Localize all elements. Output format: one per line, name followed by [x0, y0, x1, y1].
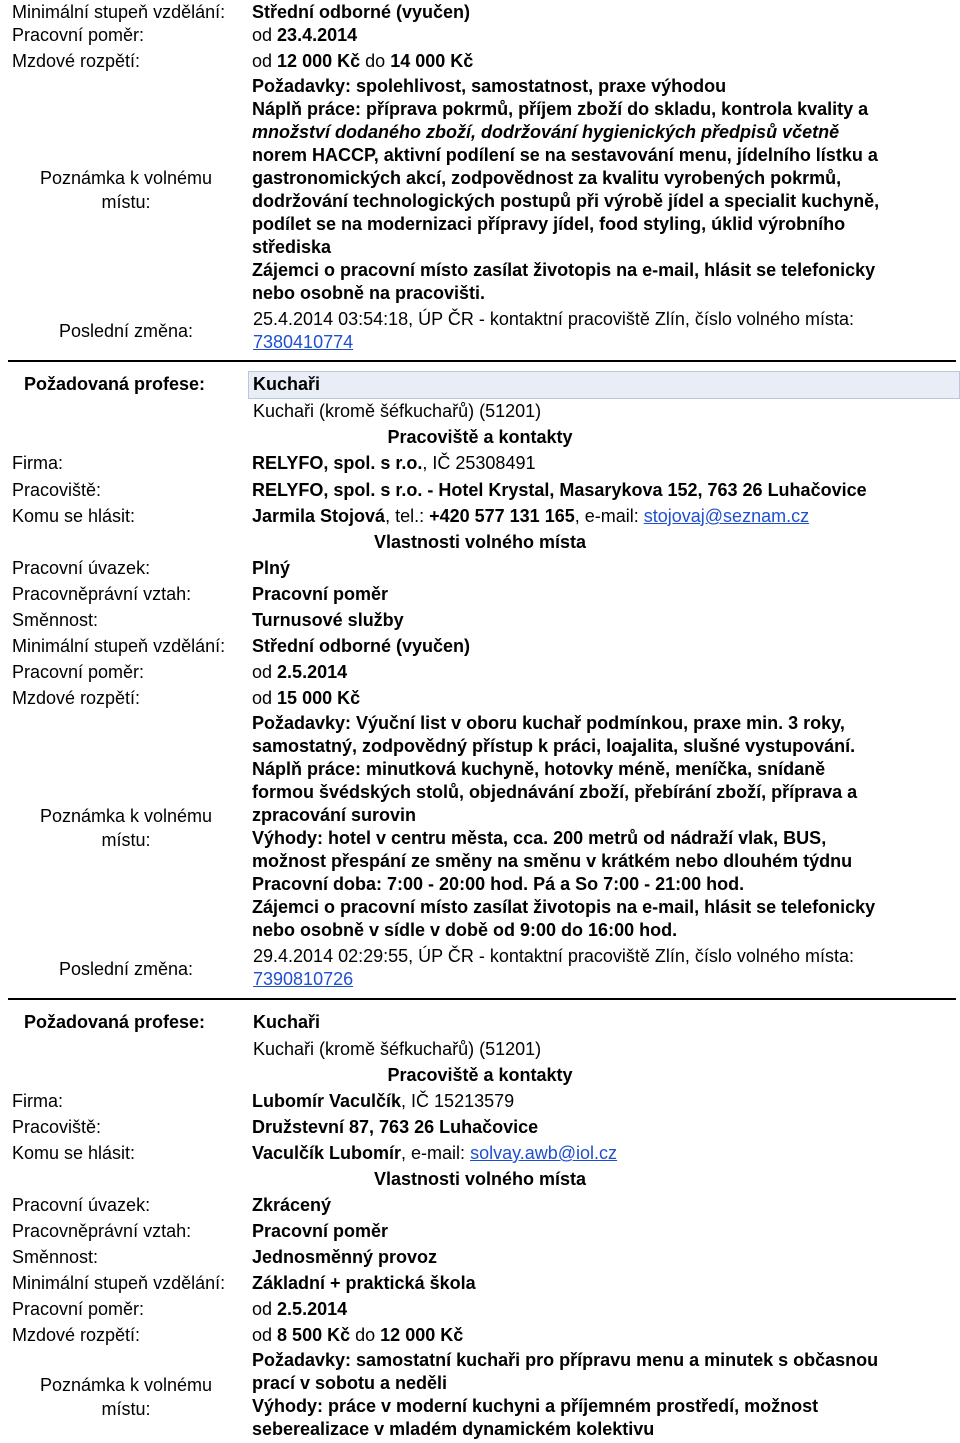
- vztah-label: Pracovněprávní vztah:: [12, 584, 192, 604]
- contact-label: Komu se hlásit:: [12, 1143, 136, 1163]
- note-line: formou švédských stolů, objednávání zboží, přebírání zboží, příprava a: [252, 782, 858, 802]
- firm-name: RELYFO, spol. s r.o.: [252, 453, 423, 473]
- contact-label: Komu se hlásit:: [12, 506, 136, 526]
- wage-from-prefix: od: [252, 688, 273, 708]
- uvazek-value: Plný: [252, 558, 291, 578]
- wage-from: 12 000 Kč: [277, 51, 361, 71]
- last-change-label: Poslední změna:: [58, 959, 194, 979]
- note-line: Pracovní doba: 7:00 - 20:00 hod. Pá a So 7:00 - 21:00 hod.: [252, 874, 745, 894]
- section-contacts-heading: Pracoviště a kontakty: [387, 427, 573, 447]
- firm-label: Firma:: [12, 1091, 63, 1111]
- uvazek-row: [12, 556, 956, 580]
- min-edu-value: Střední odborné (vyučen): [252, 2, 471, 22]
- note-label-line2: místu:: [101, 830, 151, 850]
- wage-row: [12, 49, 956, 73]
- contact-email-link[interactable]: stojovaj@seznam.cz: [643, 506, 810, 526]
- note-line: Náplň práce: příprava pokrmů, příjem zboží do skladu, kontrola kvality a: [252, 99, 869, 119]
- contact-name: Jarmila Stojová: [252, 506, 386, 526]
- note-line: nebo osobně na pracovišti.: [252, 283, 486, 303]
- note-label-line1: Poznámka k volnému: [39, 1375, 213, 1395]
- work-relation-label: Pracovní poměr:: [12, 1299, 145, 1319]
- from-prefix: od: [252, 662, 273, 682]
- wage-from-prefix: od: [252, 1325, 273, 1345]
- note-line: samostatný, zodpovědný přístup k práci, loajalita, slušné vystupování.: [252, 736, 856, 756]
- note-label-line2: místu:: [101, 1399, 151, 1419]
- vztah-row: [12, 1219, 956, 1243]
- last-change: [253, 945, 854, 991]
- uvazek-value: Zkrácený: [252, 1195, 332, 1215]
- min-edu-value: Střední odborné (vyučen): [252, 636, 471, 656]
- workplace-row: [12, 478, 956, 502]
- from-prefix: od: [252, 1299, 273, 1319]
- work-relation-row: [12, 660, 956, 684]
- smennost-row: [12, 1245, 956, 1269]
- note-line: Zájemci o pracovní místo zasílat životopis na e-mail, hlásit se telefonicky: [252, 897, 876, 917]
- workplace-row: [12, 1115, 956, 1139]
- contact-value: [252, 504, 809, 528]
- work-relation-row: [12, 1297, 956, 1321]
- workplace-value: RELYFO, spol. s r.o. - Hotel Krystal, Masarykova 152, 763 26 Luhačovice: [252, 480, 867, 500]
- min-edu-row: [12, 1271, 956, 1295]
- note-label-line2: místu:: [101, 192, 151, 212]
- tel-prefix: , tel.:: [385, 506, 430, 526]
- note-line: množství dodaného zboží, dodržování hygienických předpisů včetně: [252, 122, 840, 142]
- section-divider: [8, 998, 956, 1000]
- vztah-value: Pracovní poměr: [252, 584, 389, 604]
- firm-ic: , IČ 25308491: [422, 453, 536, 473]
- note-line: Požadavky: spolehlivost, samostatnost, praxe výhodou: [252, 76, 727, 96]
- vacancy-id-link[interactable]: 7390810726: [253, 969, 354, 989]
- note-line: Náplň práce: minutková kuchyně, hotovky méně, meníčka, snídaně: [252, 759, 826, 779]
- note-line: Výhody: práce v moderní kuchyni a příjemném prostředí, možnost: [252, 1396, 819, 1416]
- work-relation-label: Pracovní poměr:: [12, 662, 145, 682]
- vacancy-id-link[interactable]: 7380410774: [253, 332, 354, 352]
- min-edu-value: Základní + praktická škola: [252, 1273, 476, 1293]
- firm-value: [252, 1089, 514, 1113]
- section-props-heading: Vlastnosti volného místa: [373, 532, 587, 552]
- workplace-label: Pracoviště:: [12, 1117, 102, 1137]
- contact-value: [252, 1141, 617, 1165]
- smennost-value: Turnusové služby: [252, 610, 404, 630]
- contact-phone: +420 577 131 165: [429, 506, 575, 526]
- firm-row: [12, 451, 956, 475]
- note-line: Požadavky: Výuční list v oboru kuchař podmínkou, praxe min. 3 roky,: [252, 713, 845, 733]
- note-label-line1: Poznámka k volnému: [39, 806, 213, 826]
- work-relation-label: Pracovní poměr:: [12, 25, 145, 45]
- start-date: 2.5.2014: [277, 1299, 348, 1319]
- profession-code: Kuchaři (kromě šéfkuchařů) (51201): [253, 1039, 542, 1059]
- note-label-line1: Poznámka k volnému: [39, 168, 213, 188]
- workplace-label: Pracoviště:: [12, 480, 102, 500]
- note-line: prací v sobotu a neděli: [252, 1373, 448, 1393]
- wage-from: 8 500 Kč: [277, 1325, 351, 1345]
- contact-row: [12, 504, 956, 528]
- wage-from: 15 000 Kč: [277, 688, 361, 708]
- wage-to-prefix: do: [355, 1325, 376, 1345]
- wage-label: Mzdové rozpětí:: [12, 51, 141, 71]
- min-edu-label: Minimální stupeň vzdělání:: [12, 636, 226, 656]
- note-line: střediska: [252, 237, 332, 257]
- smennost-label: Směnnost:: [12, 610, 99, 630]
- uvazek-row: [12, 1193, 956, 1217]
- note-line: nebo osobně v sídle v době od 9:00 do 16:00 hod.: [252, 920, 678, 940]
- smennost-value: Jednosměnný provoz: [252, 1247, 438, 1267]
- contact-row: [12, 1141, 956, 1165]
- last-change-text: 25.4.2014 03:54:18, ÚP ČR - kontaktní pracoviště Zlín, číslo volného místa:: [253, 309, 854, 329]
- section-props-heading: Vlastnosti volného místa: [373, 1169, 587, 1189]
- profession-label: Požadovaná profese:: [24, 374, 206, 394]
- vztah-label: Pracovněprávní vztah:: [12, 1221, 192, 1241]
- job-note: [252, 712, 952, 942]
- start-date: 2.5.2014: [277, 662, 348, 682]
- profession-highlight: [248, 371, 960, 399]
- section-divider: [8, 360, 956, 362]
- email-prefix: , e-mail:: [574, 506, 644, 526]
- profession-value: Kuchaři: [253, 374, 321, 394]
- firm-label: Firma:: [12, 453, 63, 473]
- note-line: Výhody: hotel v centru města, cca. 200 metrů od nádraží vlak, BUS,: [252, 828, 827, 848]
- note-line: Požadavky: samostatní kuchaři pro přípravu menu a minutek s občasnou: [252, 1350, 879, 1370]
- from-prefix: od: [252, 25, 273, 45]
- firm-row: [12, 1089, 956, 1113]
- wage-from-prefix: od: [252, 51, 273, 71]
- contact-email-link[interactable]: solvay.awb@iol.cz: [470, 1143, 618, 1163]
- vztah-row: [12, 582, 956, 606]
- note-line: Zájemci o pracovní místo zasílat životopis na e-mail, hlásit se telefonicky: [252, 260, 876, 280]
- work-relation-value: [252, 1297, 347, 1321]
- profession-label: Požadovaná profese:: [24, 1012, 206, 1032]
- min-edu-label: Minimální stupeň vzdělání:: [12, 1273, 226, 1293]
- wage-value: [252, 49, 473, 73]
- work-relation-value: [252, 23, 357, 47]
- last-change-label: Poslední změna:: [58, 321, 194, 341]
- wage-label: Mzdové rozpětí:: [12, 1325, 141, 1345]
- note-line: seberealizace v mladém dynamickém kolektivu: [252, 1419, 655, 1439]
- wage-to: 12 000 Kč: [380, 1325, 464, 1345]
- firm-name: Lubomír Vaculčík: [252, 1091, 402, 1111]
- email-prefix: , e-mail:: [401, 1143, 471, 1163]
- smennost-label: Směnnost:: [12, 1247, 99, 1267]
- uvazek-label: Pracovní úvazek:: [12, 1195, 151, 1215]
- job-note: [252, 75, 952, 305]
- note-line: podílet se na modernizaci přípravy jídel, food styling, úklid výrobního: [252, 214, 846, 234]
- firm-ic: , IČ 15213579: [401, 1091, 515, 1111]
- wage-to-prefix: do: [365, 51, 386, 71]
- note-label: [12, 166, 240, 214]
- wage-label: Mzdové rozpětí:: [12, 688, 141, 708]
- profession-code: Kuchaři (kromě šéfkuchařů) (51201): [253, 401, 542, 421]
- uvazek-label: Pracovní úvazek:: [12, 558, 151, 578]
- min-edu-label: Minimální stupeň vzdělání:: [12, 2, 226, 22]
- note-line: zpracování surovin: [252, 805, 417, 825]
- wage-value: [252, 686, 360, 710]
- note-line: gastronomických akcí, zodpovědnost za kvalitu vyrobených pokrmů,: [252, 168, 842, 188]
- section-contacts-heading: Pracoviště a kontakty: [387, 1065, 573, 1085]
- note-label: [12, 1373, 240, 1421]
- start-date: 23.4.2014: [277, 25, 358, 45]
- work-relation-value: [252, 660, 347, 684]
- wage-row: [12, 1323, 956, 1347]
- wage-row: [12, 686, 956, 710]
- work-relation-row: [12, 23, 956, 47]
- job-note: [252, 1349, 952, 1441]
- note-line: dodržování technologických postupů při výrobě jídel a specialit kuchyně,: [252, 191, 880, 211]
- profession-value: Kuchaři: [253, 1012, 321, 1032]
- note-line: norem HACCP, aktivní podílení se na sestavování menu, jídelního lístku a: [252, 145, 878, 165]
- last-change: [253, 308, 854, 354]
- contact-name: Vaculčík Lubomír: [252, 1143, 402, 1163]
- vztah-value: Pracovní poměr: [252, 1221, 389, 1241]
- last-change-text: 29.4.2014 02:29:55, ÚP ČR - kontaktní pracoviště Zlín, číslo volného místa:: [253, 946, 854, 966]
- workplace-value: Družstevní 87, 763 26 Luhačovice: [252, 1117, 539, 1137]
- min-edu-row: [12, 634, 956, 658]
- min-edu-row: [12, 0, 956, 24]
- smennost-row: [12, 608, 956, 632]
- wage-to: 14 000 Kč: [390, 51, 474, 71]
- note-label: [12, 804, 240, 852]
- note-line: možnost přespání ze směny na směnu v krátkém nebo dlouhém týdnu: [252, 851, 853, 871]
- wage-value: [252, 1323, 463, 1347]
- firm-value: [252, 451, 535, 475]
